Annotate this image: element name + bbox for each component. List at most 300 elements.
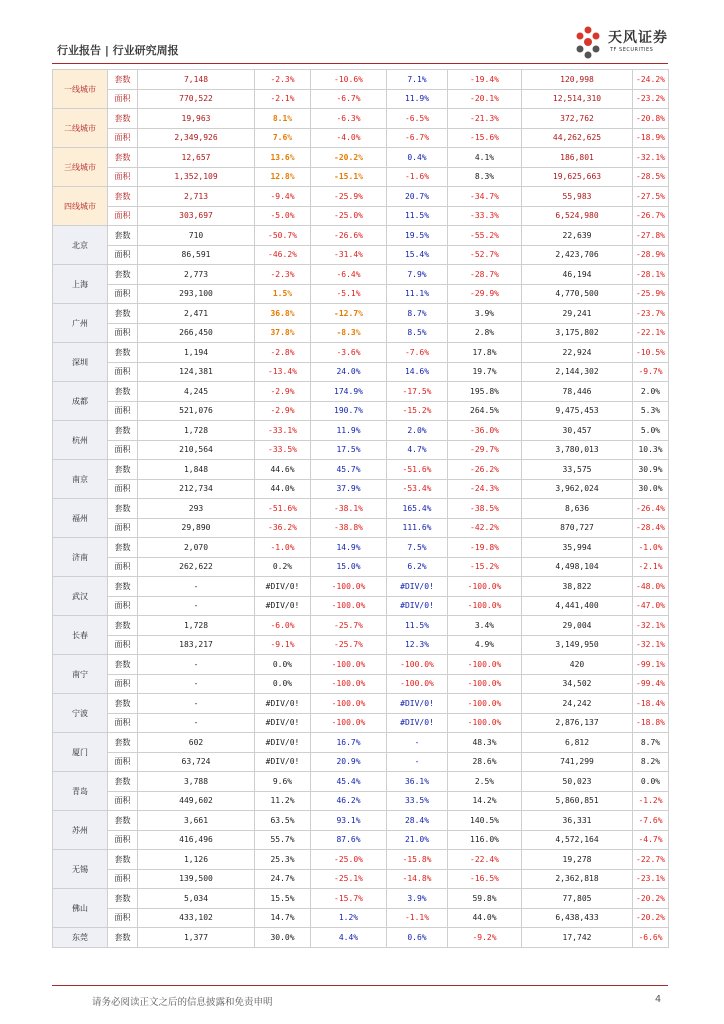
city-label: 济南 (53, 538, 108, 577)
cell-yoy-change-2: -100.0% (448, 713, 522, 733)
cell-weekly-value: 212,734 (138, 479, 255, 499)
cell-ytd-value: 372,762 (522, 109, 633, 129)
cell-weekly-value: 710 (138, 226, 255, 246)
cell-mom-change: -15.1% (311, 167, 387, 187)
cell-wow-change: 13.6% (255, 148, 311, 168)
cell-ytd-yoy-change: -27.8% (633, 226, 669, 246)
cell-yoy-change: 111.6% (387, 518, 448, 538)
cell-ytd-yoy-change: -28.1% (633, 265, 669, 285)
table-row (53, 89, 669, 109)
cell-weekly-value: 2,471 (138, 304, 255, 324)
cell-yoy-change-2: -34.7% (448, 187, 522, 207)
city-label: 三线城市 (53, 148, 108, 187)
metric-label: 套数 (108, 499, 138, 519)
metric-label: 套数 (108, 109, 138, 129)
cell-ytd-yoy-change: -99.4% (633, 674, 669, 694)
cell-yoy-change: 28.4% (387, 811, 448, 831)
cell-yoy-change: -100.0% (387, 655, 448, 675)
cell-ytd-value: 24,242 (522, 694, 633, 714)
cell-ytd-value: 6,438,433 (522, 908, 633, 928)
cell-yoy-change: 2.0% (387, 421, 448, 441)
cell-yoy-change-2: -33.3% (448, 206, 522, 226)
cell-weekly-value: - (138, 674, 255, 694)
cell-wow-change: -2.1% (255, 89, 311, 109)
table-row (53, 440, 669, 460)
cell-wow-change: 30.0% (255, 928, 311, 948)
cell-mom-change: -20.2% (311, 148, 387, 168)
cell-ytd-value: 3,962,024 (522, 479, 633, 499)
cell-mom-change: 1.2% (311, 908, 387, 928)
cell-wow-change: #DIV/0! (255, 577, 311, 597)
cell-mom-change: -6.3% (311, 109, 387, 129)
cell-weekly-value: - (138, 596, 255, 616)
cell-wow-change: -13.4% (255, 362, 311, 382)
cell-yoy-change-2: -19.8% (448, 538, 522, 558)
cell-yoy-change: 19.5% (387, 226, 448, 246)
cell-mom-change: -25.7% (311, 616, 387, 636)
cell-ytd-yoy-change: -20.8% (633, 109, 669, 129)
metric-label: 套数 (108, 148, 138, 168)
cell-wow-change: 11.2% (255, 791, 311, 811)
cell-weekly-value: 1,848 (138, 460, 255, 480)
cell-wow-change: 0.0% (255, 674, 311, 694)
metric-label: 面积 (108, 557, 138, 577)
cell-yoy-change-2: -22.4% (448, 850, 522, 870)
cell-yoy-change: 12.3% (387, 635, 448, 655)
cell-ytd-value: 3,175,802 (522, 323, 633, 343)
table-row (53, 499, 669, 519)
city-label: 武汉 (53, 577, 108, 616)
cell-yoy-change-2: 2.8% (448, 323, 522, 343)
cell-ytd-value: 44,262,625 (522, 128, 633, 148)
cell-ytd-yoy-change: -22.1% (633, 323, 669, 343)
table-row (53, 752, 669, 772)
cell-ytd-value: 4,770,500 (522, 284, 633, 304)
cell-weekly-value: 770,522 (138, 89, 255, 109)
cell-yoy-change: -100.0% (387, 674, 448, 694)
cell-ytd-value: 741,299 (522, 752, 633, 772)
cell-yoy-change: 11.9% (387, 89, 448, 109)
cell-ytd-yoy-change: -23.7% (633, 304, 669, 324)
city-label: 南京 (53, 460, 108, 499)
cell-wow-change: 0.0% (255, 655, 311, 675)
cell-mom-change: 190.7% (311, 401, 387, 421)
cell-mom-change: 11.9% (311, 421, 387, 441)
metric-label: 套数 (108, 187, 138, 207)
cell-ytd-value: 19,278 (522, 850, 633, 870)
cell-ytd-yoy-change: -32.1% (633, 616, 669, 636)
cell-yoy-change: - (387, 752, 448, 772)
cell-weekly-value: 3,788 (138, 772, 255, 792)
cell-weekly-value: 1,194 (138, 343, 255, 363)
cell-yoy-change-2: 4.1% (448, 148, 522, 168)
cell-ytd-value: 46,194 (522, 265, 633, 285)
cell-ytd-yoy-change: -1.0% (633, 538, 669, 558)
cell-wow-change: -2.3% (255, 265, 311, 285)
table-row (53, 674, 669, 694)
cell-yoy-change: 7.9% (387, 265, 448, 285)
cell-ytd-value: 19,625,663 (522, 167, 633, 187)
cell-weekly-value: - (138, 713, 255, 733)
table-row (53, 772, 669, 792)
cell-ytd-yoy-change: -28.4% (633, 518, 669, 538)
cell-ytd-yoy-change: -1.2% (633, 791, 669, 811)
metric-label: 套数 (108, 304, 138, 324)
cell-yoy-change-2: -16.5% (448, 869, 522, 889)
footer-disclaimer: 请务必阅读正文之后的信息披露和免责申明 (92, 997, 273, 1008)
cell-ytd-yoy-change: -9.7% (633, 362, 669, 382)
cell-yoy-change: 4.7% (387, 440, 448, 460)
cell-yoy-change-2: -28.7% (448, 265, 522, 285)
cell-ytd-yoy-change: -10.5% (633, 343, 669, 363)
table-row (53, 811, 669, 831)
cell-mom-change: 4.4% (311, 928, 387, 948)
cell-ytd-yoy-change: -25.9% (633, 284, 669, 304)
cell-weekly-value: 2,070 (138, 538, 255, 558)
table-row (53, 791, 669, 811)
cell-ytd-yoy-change: -7.6% (633, 811, 669, 831)
cell-wow-change: -6.0% (255, 616, 311, 636)
metric-label: 面积 (108, 362, 138, 382)
metric-label: 面积 (108, 908, 138, 928)
cell-yoy-change: -7.6% (387, 343, 448, 363)
city-label: 长春 (53, 616, 108, 655)
cell-ytd-yoy-change: -18.4% (633, 694, 669, 714)
cell-wow-change: -9.1% (255, 635, 311, 655)
cell-wow-change: 44.0% (255, 479, 311, 499)
cell-yoy-change-2: 3.4% (448, 616, 522, 636)
cell-wow-change: -2.9% (255, 382, 311, 402)
metric-label: 套数 (108, 928, 138, 948)
cell-yoy-change: 8.5% (387, 323, 448, 343)
cell-weekly-value: 433,102 (138, 908, 255, 928)
cell-ytd-value: 9,475,453 (522, 401, 633, 421)
cell-yoy-change-2: -26.2% (448, 460, 522, 480)
table-row (53, 830, 669, 850)
metric-label: 面积 (108, 128, 138, 148)
cell-mom-change: 93.1% (311, 811, 387, 831)
cell-weekly-value: 449,602 (138, 791, 255, 811)
table-row (53, 148, 669, 168)
cell-yoy-change: 165.4% (387, 499, 448, 519)
cell-yoy-change-2: 195.8% (448, 382, 522, 402)
cell-yoy-change-2: 3.9% (448, 304, 522, 324)
metric-label: 套数 (108, 889, 138, 909)
cell-mom-change: -100.0% (311, 655, 387, 675)
cell-yoy-change: 33.5% (387, 791, 448, 811)
cell-mom-change: -25.0% (311, 850, 387, 870)
metric-label: 套数 (108, 460, 138, 480)
cell-weekly-value: 86,591 (138, 245, 255, 265)
metric-label: 套数 (108, 811, 138, 831)
cell-mom-change: -8.3% (311, 323, 387, 343)
cell-wow-change: 7.6% (255, 128, 311, 148)
city-label: 二线城市 (53, 109, 108, 148)
cell-yoy-change: 7.5% (387, 538, 448, 558)
cell-mom-change: -3.6% (311, 343, 387, 363)
cell-ytd-value: 186,801 (522, 148, 633, 168)
cell-yoy-change: -6.5% (387, 109, 448, 129)
table-row (53, 518, 669, 538)
cell-yoy-change: #DIV/0! (387, 577, 448, 597)
metric-label: 套数 (108, 577, 138, 597)
cell-yoy-change-2: -15.2% (448, 557, 522, 577)
cell-yoy-change-2: 4.9% (448, 635, 522, 655)
cell-ytd-yoy-change: -32.1% (633, 635, 669, 655)
cell-weekly-value: 1,126 (138, 850, 255, 870)
cell-ytd-value: 4,441,400 (522, 596, 633, 616)
cell-weekly-value: - (138, 577, 255, 597)
cell-yoy-change-2: -21.3% (448, 109, 522, 129)
table-row (53, 635, 669, 655)
cell-mom-change: 46.2% (311, 791, 387, 811)
cell-weekly-value: 293 (138, 499, 255, 519)
cell-mom-change: -6.7% (311, 89, 387, 109)
cell-yoy-change: -6.7% (387, 128, 448, 148)
cell-yoy-change-2: 2.5% (448, 772, 522, 792)
cell-mom-change: 45.7% (311, 460, 387, 480)
cell-weekly-value: 521,076 (138, 401, 255, 421)
metric-label: 面积 (108, 752, 138, 772)
metric-label: 套数 (108, 265, 138, 285)
cell-mom-change: -12.7% (311, 304, 387, 324)
cell-yoy-change-2: -100.0% (448, 596, 522, 616)
cell-ytd-yoy-change: -23.2% (633, 89, 669, 109)
cell-ytd-yoy-change: 5.0% (633, 421, 669, 441)
cell-weekly-value: 602 (138, 733, 255, 753)
cell-yoy-change-2: -15.6% (448, 128, 522, 148)
cell-yoy-change: 14.6% (387, 362, 448, 382)
metric-label: 套数 (108, 772, 138, 792)
city-label: 福州 (53, 499, 108, 538)
cell-ytd-yoy-change: 30.9% (633, 460, 669, 480)
cell-ytd-yoy-change: -48.0% (633, 577, 669, 597)
cell-wow-change: -33.5% (255, 440, 311, 460)
cell-yoy-change-2: -29.7% (448, 440, 522, 460)
cell-yoy-change: 3.9% (387, 889, 448, 909)
cell-mom-change: -6.4% (311, 265, 387, 285)
cell-ytd-yoy-change: -18.8% (633, 713, 669, 733)
cell-ytd-value: 8,636 (522, 499, 633, 519)
cell-wow-change: 36.8% (255, 304, 311, 324)
cell-weekly-value: 416,496 (138, 830, 255, 850)
metric-label: 套数 (108, 70, 138, 90)
table-row (53, 284, 669, 304)
cell-yoy-change-2: -100.0% (448, 577, 522, 597)
logo-mark-icon (570, 22, 606, 62)
cell-wow-change: -33.1% (255, 421, 311, 441)
cell-mom-change: 87.6% (311, 830, 387, 850)
cell-mom-change: -25.1% (311, 869, 387, 889)
table-row (53, 908, 669, 928)
cell-wow-change: 14.7% (255, 908, 311, 928)
cell-weekly-value: 1,728 (138, 616, 255, 636)
cell-yoy-change-2: 28.6% (448, 752, 522, 772)
metric-label: 套数 (108, 538, 138, 558)
table-row (53, 460, 669, 480)
metric-label: 套数 (108, 421, 138, 441)
city-label: 深圳 (53, 343, 108, 382)
metric-label: 面积 (108, 245, 138, 265)
city-label: 广州 (53, 304, 108, 343)
cell-ytd-value: 29,241 (522, 304, 633, 324)
cell-ytd-yoy-change: -23.1% (633, 869, 669, 889)
cell-wow-change: 63.5% (255, 811, 311, 831)
cell-ytd-value: 17,742 (522, 928, 633, 948)
cell-wow-change: -2.3% (255, 70, 311, 90)
cell-mom-change: 20.9% (311, 752, 387, 772)
cell-wow-change: #DIV/0! (255, 713, 311, 733)
table-row (53, 889, 669, 909)
metric-label: 套数 (108, 343, 138, 363)
cell-yoy-change-2: -100.0% (448, 674, 522, 694)
footer-divider (52, 985, 668, 986)
table-row (53, 421, 669, 441)
metric-label: 面积 (108, 167, 138, 187)
table-row (53, 226, 669, 246)
cell-weekly-value: - (138, 655, 255, 675)
cell-mom-change: -15.7% (311, 889, 387, 909)
cell-weekly-value: 4,245 (138, 382, 255, 402)
table-row (53, 713, 669, 733)
cell-ytd-value: 12,514,310 (522, 89, 633, 109)
table-row (53, 733, 669, 753)
cell-wow-change: -5.0% (255, 206, 311, 226)
cell-mom-change: -10.6% (311, 70, 387, 90)
cell-ytd-value: 35,994 (522, 538, 633, 558)
cell-mom-change: 14.9% (311, 538, 387, 558)
cell-mom-change: -38.8% (311, 518, 387, 538)
metric-label: 面积 (108, 713, 138, 733)
cell-ytd-value: 50,023 (522, 772, 633, 792)
table-row (53, 616, 669, 636)
cell-yoy-change-2: -100.0% (448, 655, 522, 675)
metric-label: 面积 (108, 206, 138, 226)
city-label: 苏州 (53, 811, 108, 850)
cell-yoy-change-2: 116.0% (448, 830, 522, 850)
cell-wow-change: -46.2% (255, 245, 311, 265)
brand-logo (570, 22, 680, 62)
metric-label: 套数 (108, 616, 138, 636)
cell-mom-change: -25.9% (311, 187, 387, 207)
metric-label: 面积 (108, 674, 138, 694)
cell-mom-change: -25.0% (311, 206, 387, 226)
logo-name: 天风证券 (608, 30, 668, 46)
cell-ytd-value: 870,727 (522, 518, 633, 538)
cell-yoy-change: 11.5% (387, 206, 448, 226)
cell-mom-change: -25.7% (311, 635, 387, 655)
city-label: 四线城市 (53, 187, 108, 226)
city-label: 北京 (53, 226, 108, 265)
cell-yoy-change: -14.8% (387, 869, 448, 889)
cell-yoy-change-2: 8.3% (448, 167, 522, 187)
metric-label: 面积 (108, 518, 138, 538)
cell-yoy-change: 0.4% (387, 148, 448, 168)
cell-wow-change: 25.3% (255, 850, 311, 870)
cell-wow-change: -2.8% (255, 343, 311, 363)
cell-yoy-change-2: 14.2% (448, 791, 522, 811)
cell-weekly-value: - (138, 694, 255, 714)
table-row (53, 304, 669, 324)
cell-yoy-change: #DIV/0! (387, 713, 448, 733)
cell-weekly-value: 2,773 (138, 265, 255, 285)
table-row (53, 596, 669, 616)
cell-weekly-value: 7,148 (138, 70, 255, 90)
cell-yoy-change: -17.5% (387, 382, 448, 402)
cell-yoy-change-2: 264.5% (448, 401, 522, 421)
table-row (53, 206, 669, 226)
cell-wow-change: 9.6% (255, 772, 311, 792)
cell-mom-change: 17.5% (311, 440, 387, 460)
cell-yoy-change-2: -42.2% (448, 518, 522, 538)
cell-mom-change: -26.6% (311, 226, 387, 246)
cell-wow-change: 37.8% (255, 323, 311, 343)
cell-ytd-value: 2,423,706 (522, 245, 633, 265)
cell-weekly-value: 266,450 (138, 323, 255, 343)
cell-ytd-value: 22,924 (522, 343, 633, 363)
cell-yoy-change-2: -9.2% (448, 928, 522, 948)
cell-wow-change: -9.4% (255, 187, 311, 207)
table-row (53, 401, 669, 421)
metric-label: 套数 (108, 226, 138, 246)
table-row (53, 167, 669, 187)
cell-yoy-change-2: -100.0% (448, 694, 522, 714)
cell-ytd-yoy-change: 30.0% (633, 479, 669, 499)
cell-ytd-yoy-change: 8.2% (633, 752, 669, 772)
cell-wow-change: 24.7% (255, 869, 311, 889)
cell-yoy-change-2: -20.1% (448, 89, 522, 109)
cell-wow-change: 0.2% (255, 557, 311, 577)
cell-yoy-change: -53.4% (387, 479, 448, 499)
cell-ytd-yoy-change: 8.7% (633, 733, 669, 753)
cell-yoy-change: 6.2% (387, 557, 448, 577)
header-title: 行业报告 | 行业研究周报 (57, 44, 179, 57)
cell-ytd-value: 420 (522, 655, 633, 675)
cell-ytd-yoy-change: 2.0% (633, 382, 669, 402)
cell-mom-change: -100.0% (311, 694, 387, 714)
table-row (53, 265, 669, 285)
cell-ytd-yoy-change: -28.9% (633, 245, 669, 265)
cell-yoy-change: 20.7% (387, 187, 448, 207)
cell-weekly-value: 29,890 (138, 518, 255, 538)
cell-ytd-yoy-change: -20.2% (633, 889, 669, 909)
cell-yoy-change: 11.5% (387, 616, 448, 636)
cell-wow-change: 55.7% (255, 830, 311, 850)
metric-label: 套数 (108, 733, 138, 753)
cell-mom-change: 16.7% (311, 733, 387, 753)
cell-yoy-change-2: -36.0% (448, 421, 522, 441)
cell-yoy-change: 8.7% (387, 304, 448, 324)
table-row (53, 928, 669, 948)
city-label: 上海 (53, 265, 108, 304)
cell-yoy-change: -51.6% (387, 460, 448, 480)
cell-yoy-change-2: -55.2% (448, 226, 522, 246)
cell-yoy-change: 36.1% (387, 772, 448, 792)
cell-ytd-yoy-change: -24.2% (633, 70, 669, 90)
table-row (53, 577, 669, 597)
cell-ytd-value: 33,575 (522, 460, 633, 480)
cell-weekly-value: 1,352,109 (138, 167, 255, 187)
cell-ytd-value: 30,457 (522, 421, 633, 441)
cell-ytd-value: 120,998 (522, 70, 633, 90)
city-label: 一线城市 (53, 70, 108, 109)
cell-ytd-value: 22,639 (522, 226, 633, 246)
table-row (53, 479, 669, 499)
cell-wow-change: -2.9% (255, 401, 311, 421)
cell-weekly-value: 12,657 (138, 148, 255, 168)
cell-wow-change: -51.6% (255, 499, 311, 519)
cell-wow-change: 1.5% (255, 284, 311, 304)
